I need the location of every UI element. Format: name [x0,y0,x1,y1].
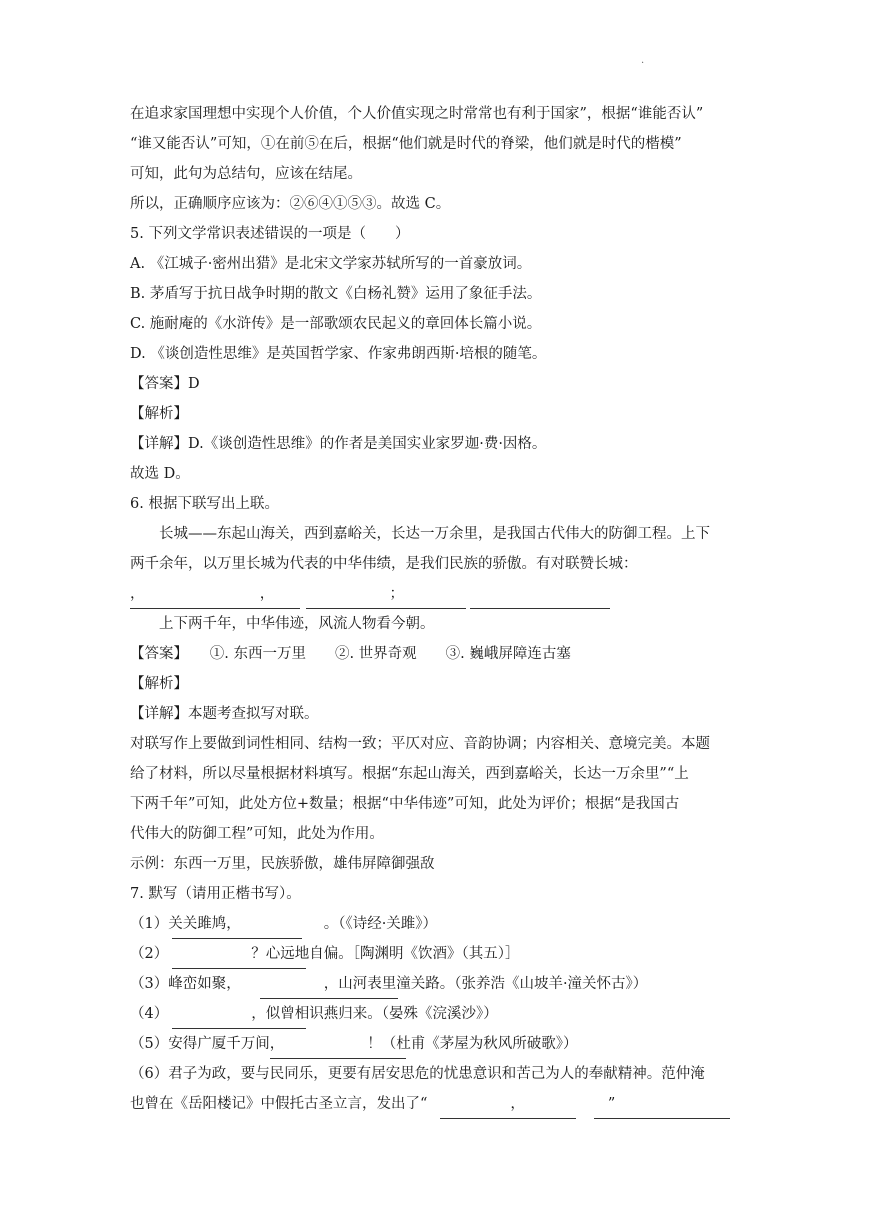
text-line: （1）关关雎鸠， 。（《诗经·关雎》） [130,916,438,932]
text-line: （5）安得广厦千万间， ！（杜甫《茅屋为秋风所破歌》） [130,1036,578,1052]
blank-underline [172,968,306,969]
text-line: A. 《江城子·密州出猎》是北宋文学家苏轼所写的一首豪放词。 [130,256,532,272]
blank-underline [130,608,300,609]
text-line: 所以，正确顺序应该为：②⑥④①⑤③。故选 C。 [130,196,451,212]
text-line: 上下两千年，中华伟迹，风流人物看今朝。 [130,616,435,632]
blank-underline [470,608,610,609]
text-line: 7. 默写（请用正楷书写）。 [130,886,301,902]
text-line: 【答案】 ①. 东西一万里 ②. 世界奇观 ③. 巍峨屏障连古塞 [130,646,571,662]
text-line: C. 施耐庵的《水浒传》是一部歌颂农民起义的章回体长篇小说。 [130,316,542,332]
text-line: 故选 D。 [130,466,190,482]
text-line: 对联写作上要做到词性相同、结构一致；平仄对应、音韵协调；内容相关、意境完美。本题 [130,736,710,752]
text-line: 示例：东西一万里，民族骄傲，雄伟屏障御强敌 [130,856,435,872]
blank-underline [172,938,302,939]
text-line: B. 茅盾写于抗日战争时期的散文《白杨礼赞》运用了象征手法。 [130,286,542,302]
text-line: 在追求家国理想中实现个人价值，个人价值实现之时常常也有利于国家”，根据“谁能否认” [130,106,704,122]
blank-underline [172,1028,306,1029]
text-line: “谁又能否认”可知，①在前⑤在后，根据“他们就是时代的脊梁，他们就是时代的楷模” [130,136,682,152]
blank-underline [594,1118,730,1119]
text-line: 长城——东起山海关，西到嘉峪关，长达一万余里，是我国古代伟大的防御工程。上下 [130,526,710,542]
blank-underline [440,1118,576,1119]
text-line: ， ， ； [130,586,404,602]
header-dot: . [641,55,645,66]
text-line: 可知，此句为总结句，应该在结尾。 [130,166,362,182]
text-line: （6）君子为政，要与民同乐，更要有居安思危的忧患意识和苦己为人的奉献精神。范仲淹 [130,1066,705,1082]
text-line: （4） ，似曾相识燕归来。（晏殊《浣溪沙》） [130,1006,498,1022]
text-line: 给了材料，所以尽量根据材料填写。根据“东起山海关，西到嘉峪关，长达一万余里”“上 [130,766,689,782]
text-line: 【详解】本题考查拟写对联。 [130,706,319,722]
text-line: 代伟大的防御工程”可知，此处为作用。 [130,826,384,842]
text-line: 也曾在《岳阳楼记》中假托古圣立言，发出了“ ， ” [130,1096,616,1112]
blank-underline [270,1058,406,1059]
text-line: 【答案】D [130,376,200,392]
text-line: 下两千年”可知，此处方位+数量；根据“中华伟迹”可知，此处为评价；根据“是我国古 [130,796,680,812]
text-line: 【解析】 [130,676,188,692]
blank-underline [260,998,398,999]
blank-underline [306,608,466,609]
text-line: 两千余年，以万里长城为代表的中华伟绩，是我们民族的骄傲。有对联赞长城： [130,556,638,572]
text-line: 【解析】 [130,406,188,422]
text-line: 6. 根据下联写出上联。 [130,496,279,512]
text-line: （3）峰峦如聚， ，山河表里潼关路。（张养浩《山坡羊·潼关怀古》） [130,976,648,992]
text-line: 5. 下列文学常识表述错误的一项是（ ） [130,226,410,242]
text-line: （2） ？心远地自偏。［陶渊明《饮酒》（其五）］ [130,946,520,962]
text-line: D. 《谈创造性思维》是英国哲学家、作家弗朗西斯·培根的随笔。 [130,346,547,362]
text-line: 【详解】D.《谈创造性思维》的作者是美国实业家罗迦·费·因格。 [130,436,547,452]
